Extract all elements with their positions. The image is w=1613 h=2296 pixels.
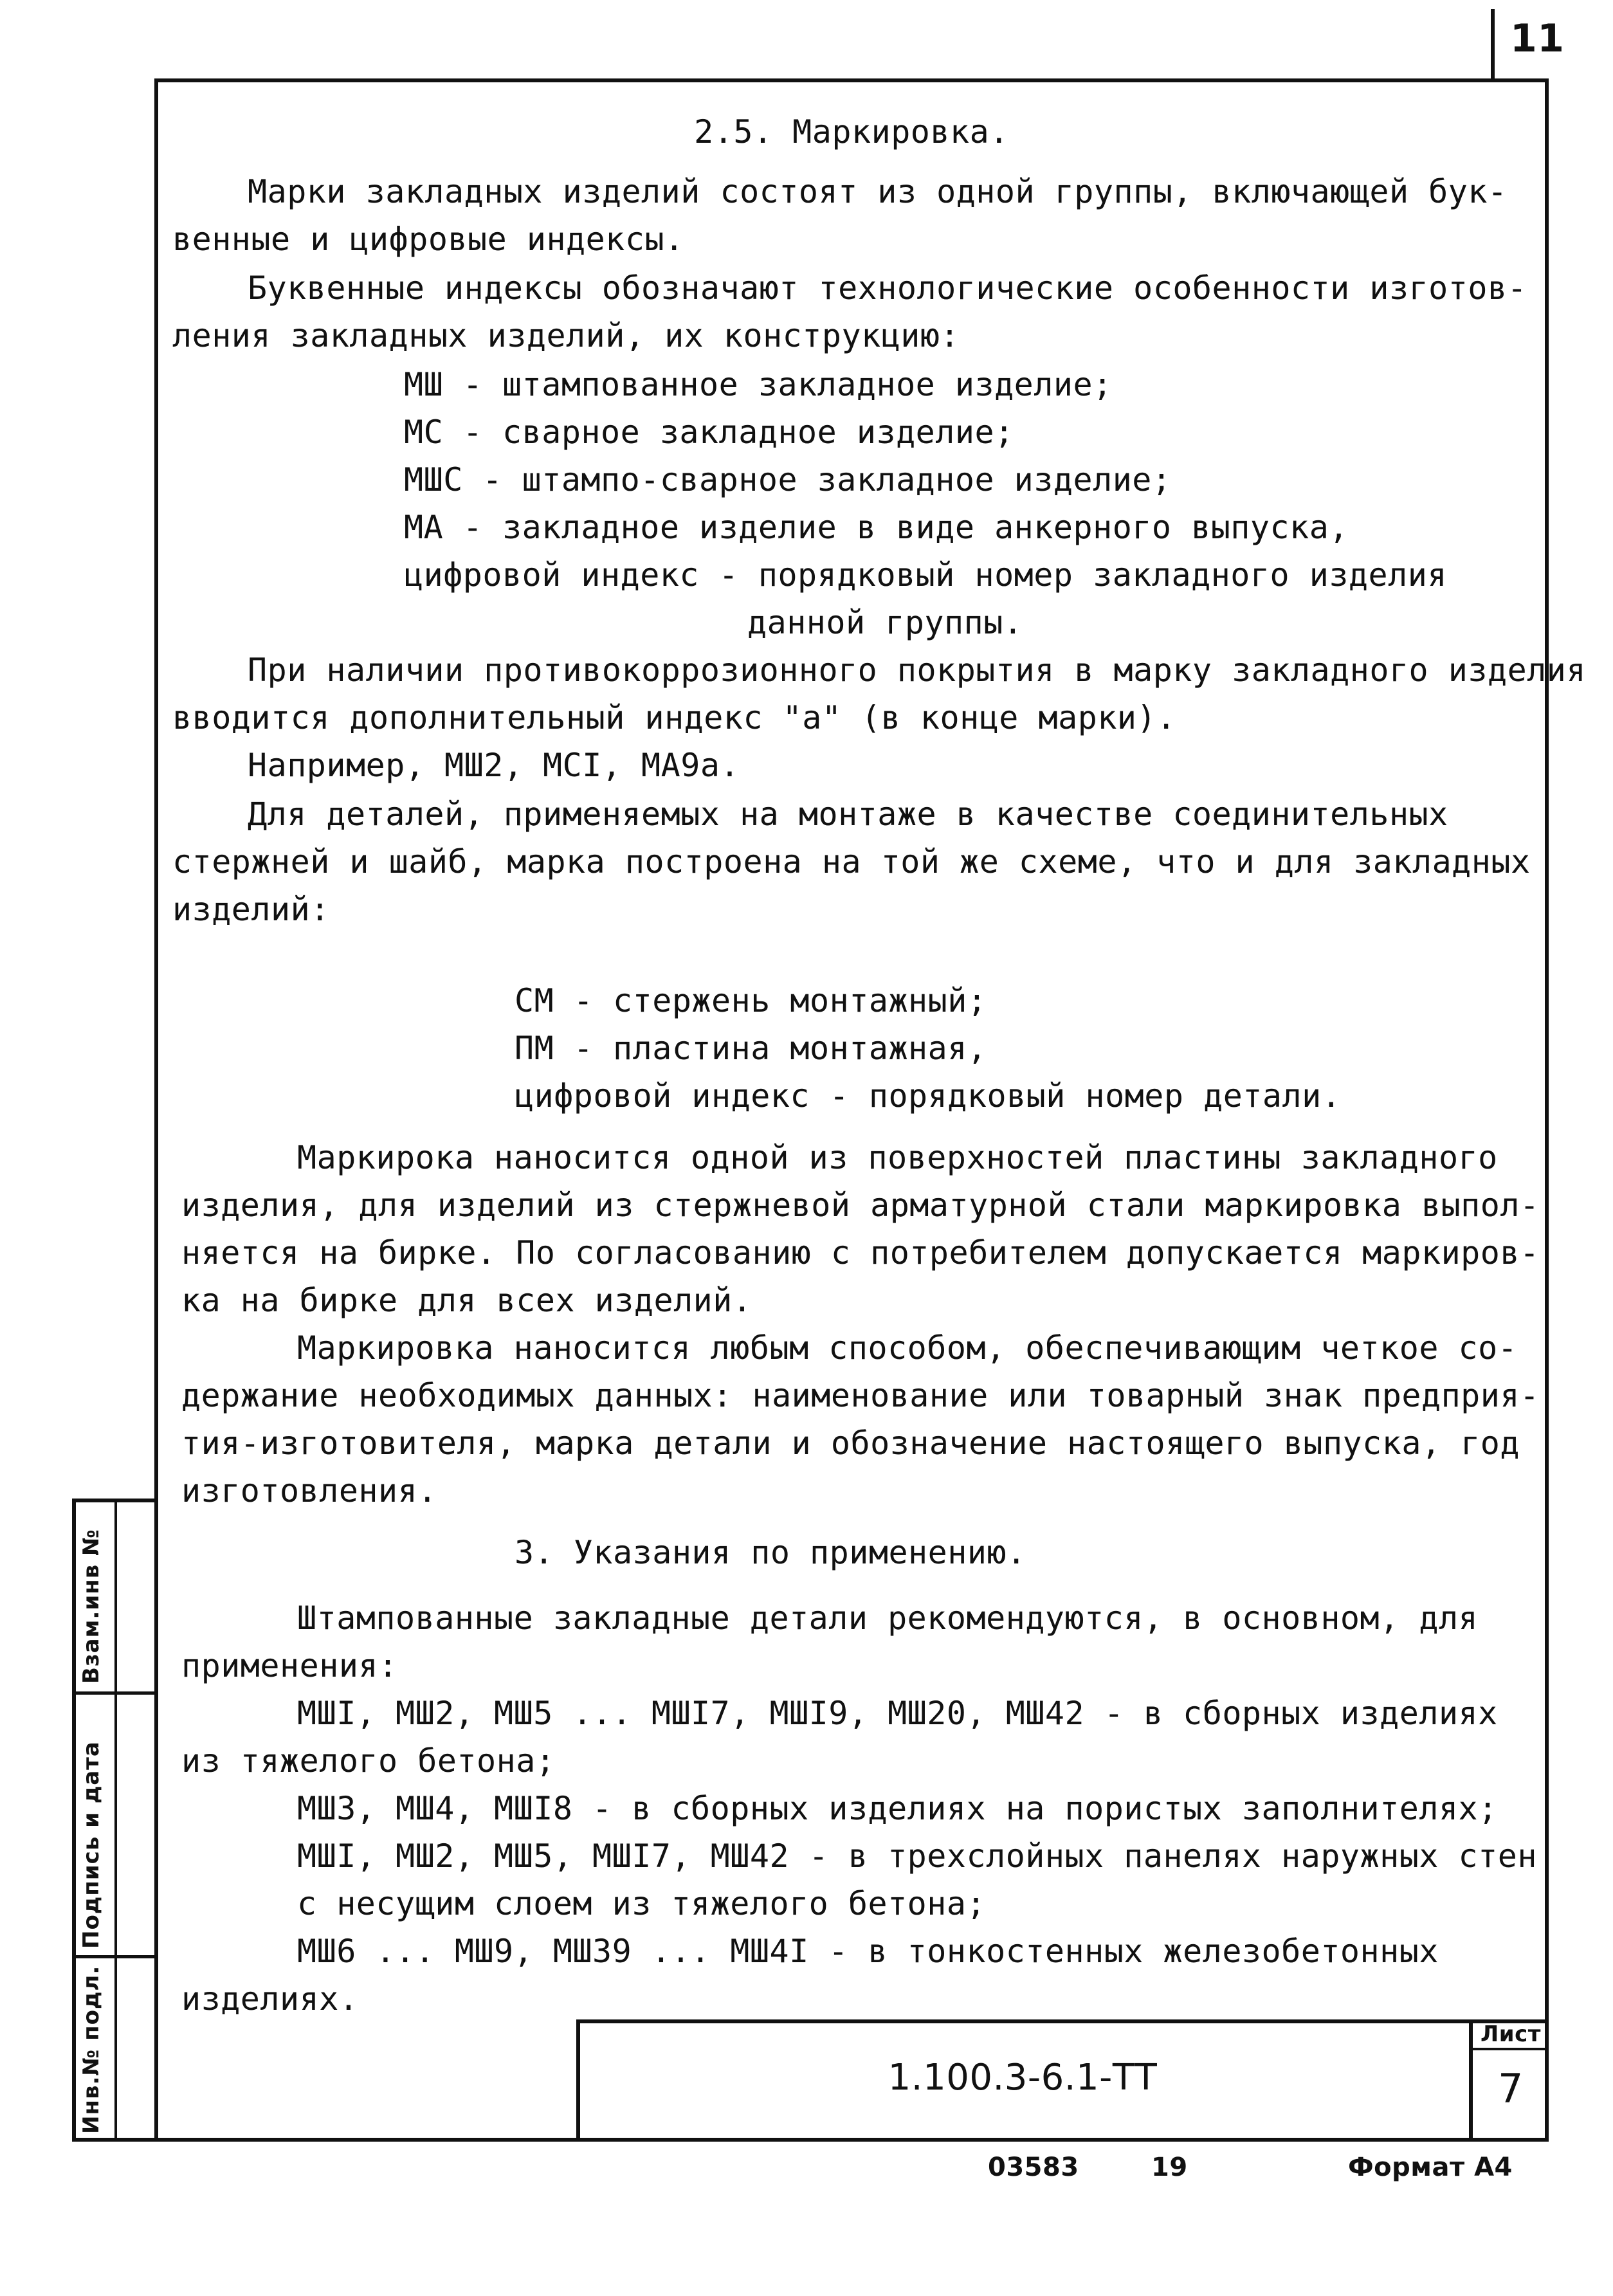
side-label-vzam: Взам.инв № [78,1529,104,1684]
footer-format: Формат А4 [1348,2153,1513,2182]
stamp-sheet-sep [1469,2048,1549,2050]
paragraph-line: Маркировка наносится любым способом, обеспечивающим четкое со- [297,1329,1518,1367]
side-strip-divider [114,1499,117,2142]
list-item: цифровой индекс - порядковый номер детали. [515,1077,1342,1115]
footer-code: 03583 [988,2153,1079,2182]
paragraph-line: Штампованные закладные детали рекомендуются, в основном, для [297,1599,1479,1637]
paragraph-line: изделиях. [181,1980,359,2018]
paragraph-line: изделия, для изделий из стержневой арматурной стали маркировка выпол- [181,1187,1540,1224]
paragraph-line: ка на бирке для всех изделий. [181,1282,752,1319]
list-item: МС - сварное закладное изделие; [404,414,1014,451]
paragraph-line: вводится дополнительный индекс "а" (в конце марки). [172,699,1176,736]
paragraph-line: МШI, МШ2, МШ5 ... МШI7, МШI9, МШ20, МШ42 - в сборных изделиях [297,1695,1498,1732]
paragraph-line: Например, МШ2, МСI, МА9а. [248,747,740,784]
sheet-number: 7 [1498,2065,1524,2112]
paragraph-line: венные и цифровые индексы. [172,221,684,258]
list-item: данной группы. [747,604,1023,641]
paragraph-line: Для деталей, применяемых на монтаже в качестве соединительных [248,796,1448,833]
corner-page-number: 11 [1510,16,1565,61]
paragraph-line: Марки закладных изделий состоят из одной группы, включающей бук- [248,173,1508,210]
list-item: МШС - штампо-сварное закладное изделие; [404,461,1172,498]
footer-number: 19 [1151,2153,1188,2182]
top-right-tick [1491,9,1495,80]
paragraph-line: МШ6 ... МШ9, МШ39 ... МШ4I - в тонкостенных железобетонных [297,1933,1439,1970]
paragraph-line: изделий: [172,891,330,928]
section-title-marking: 2.5. Маркировка. [694,113,1009,150]
list-item: МШ - штампованное закладное изделие; [404,366,1113,403]
paragraph-line: МШ3, МШ4, МШI8 - в сборных изделиях на пористых заполнителях; [297,1790,1498,1827]
paragraph-line: из тяжелого бетона; [181,1742,556,1780]
side-strip-sep-2 [72,1955,158,1958]
side-label-inv-podl: Инв.№ подл. [78,1965,104,2134]
paragraph-line: ления закладных изделий, их конструкцию: [172,317,960,354]
section-title-application: 3. Указания по применению. [515,1534,1026,1571]
paragraph-line: держание необходимых данных: наименование или товарный знак предприя- [181,1377,1540,1414]
paragraph-line: изготовления. [181,1472,437,1509]
sheet-label: Лист [1481,2021,1541,2047]
paragraph-line: применения: [181,1647,398,1684]
document-designation: 1.100.3-6.1-ТТ [888,2057,1158,2099]
list-item: СМ - стержень монтажный; [515,982,987,1019]
paragraph-line: с несущим слоем из тяжелого бетона; [297,1885,987,1922]
paragraph-line: стержней и шайб, марка построена на той же схеме, что и для закладных [172,843,1531,880]
paragraph-line: МШI, МШ2, МШ5, МШI7, МШ42 - в трехслойных панелях наружных стен [297,1837,1537,1875]
side-strip-sep-1 [72,1691,158,1695]
paragraph-line: При наличии противокоррозионного покрытия в марку закладного изделия [248,651,1586,689]
paragraph-line: няется на бирке. По согласованию с потребителем допускается маркиров- [181,1234,1540,1271]
list-item: МА - закладное изделие в виде анкерного выпуска, [404,509,1349,546]
list-item: цифровой индекс - порядковый номер закладного изделия [404,556,1447,594]
paragraph-line: Буквенные индексы обозначают технологические особенности изготов- [248,269,1527,307]
side-label-podpis: Подпись и дата [78,1741,104,1949]
paragraph-line: тия-изготовителя, марка детали и обозначение настоящего выпуска, год [181,1425,1520,1462]
list-item: ПМ - пластина монтажная, [515,1030,987,1067]
paragraph-line: Маркирока наносится одной из поверхностей пластины закладного [297,1139,1498,1176]
